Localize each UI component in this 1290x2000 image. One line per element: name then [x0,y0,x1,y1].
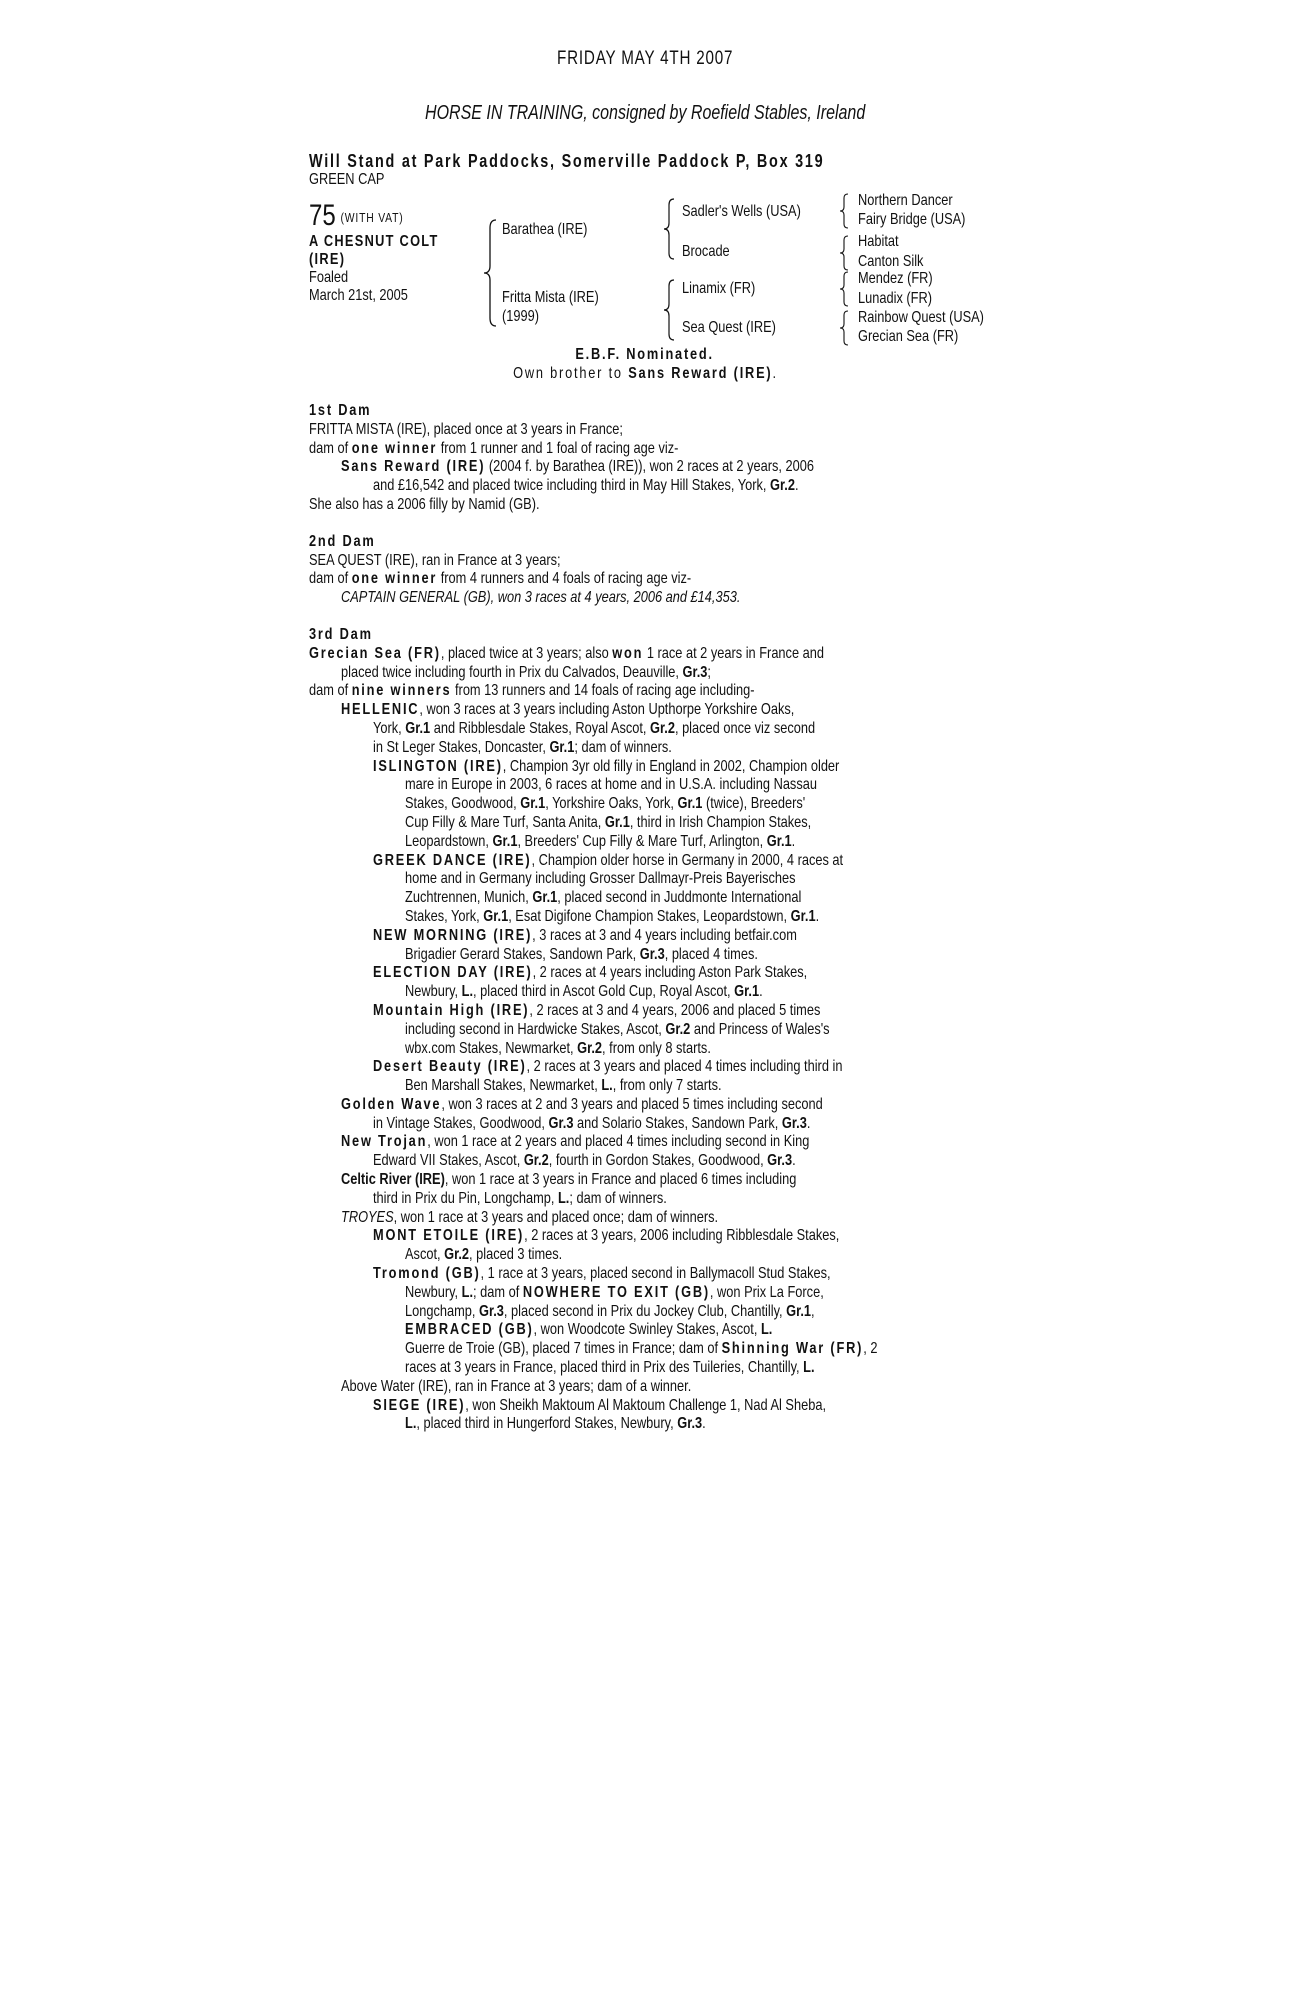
pedigree-ssd: Fairy Bridge (USA) [858,211,966,228]
text-line: Grecian Sea (FR), placed twice at 3 years; also won 1 race at 2 years in France and [309,644,824,662]
pedigree-brace-ss [838,192,850,230]
dam3-heading: 3rd Dam [309,625,373,643]
text-line: Guerre de Troie (GB), placed 7 times in France; dam of Shinning War (FR), 2 [405,1340,878,1358]
text-line: ISLINGTON (IRE), Champion 3yr old filly in England in 2002, Champion older [373,757,840,775]
text-line: GREEK DANCE (IRE), Champion older horse in Germany in 2000, 4 races at [373,851,844,869]
ebf-nominated: E.B.F. Nominated. [575,346,715,363]
text-line: Newbury, L.; dam of NOWHERE TO EXIT (GB), won Prix La Force, [405,1283,824,1301]
text-line: third in Prix du Pin, Longchamp, L.; dam of winners. [373,1189,667,1207]
dam1-heading: 1st Dam [309,402,372,419]
text-line: Ben Marshall Stakes, Newmarket, L., from only 7 starts. [405,1077,722,1095]
dam2-heading: 2nd Dam [309,532,376,550]
text-line: Tromond (GB), 1 race at 3 years, placed second in Ballymacoll Stud Stakes, [373,1265,831,1283]
text-line: Longchamp, Gr.3, placed second in Prix du Jockey Club, Chantilly, Gr.1, [405,1302,815,1320]
pedigree-brace-dam [662,278,676,342]
text-line: CAPTAIN GENERAL (GB), won 3 races at 4 years, 2006 and £14,353. [341,589,741,607]
pedigree-dss: Mendez (FR) [858,270,933,287]
pedigree-sire-dam: Brocade [682,243,730,260]
pedigree-dam-sire: Linamix (FR) [682,280,756,297]
text-line: HELLENIC, won 3 races at 3 years including Aston Upthorpe Yorkshire Oaks, [341,701,795,719]
text-line: mare in Europe in 2003, 6 races at home and in U.S.A. including Nassau [405,776,817,794]
pedigree-sds: Habitat [858,233,899,250]
cap-colour: GREEN CAP [309,171,385,188]
pedigree-sire-sire: Sadler's Wells (USA) [682,203,801,220]
text-line: ELECTION DAY (IRE), 2 races at 4 years including Aston Park Stakes, [373,964,808,982]
pedigree-sire: Barathea (IRE) [502,221,588,238]
pedigree-sdd: Canton Silk [858,253,924,270]
text-line: NEW MORNING (IRE), 3 races at 3 and 4 years including betfair.com [373,926,797,944]
stand-location: Will Stand at Park Paddocks, Somerville Paddock P, Box 319 [309,151,825,171]
text-line: dam of one winner from 4 runners and 4 foals of racing age viz- [309,570,692,588]
text-line: in St Leger Stakes, Doncaster, Gr.1; dam of winners. [373,738,672,756]
text-line: Zuchtrennen, Munich, Gr.1, placed second in Juddmonte International [405,889,802,907]
pedigree-ddd: Grecian Sea (FR) [858,328,959,345]
pedigree-dam-dam: Sea Quest (IRE) [682,319,776,336]
own-brother-line: Own brother to Sans Reward (IRE). [512,365,778,382]
text-line: She also has a 2006 filly by Namid (GB). [309,495,540,513]
text-line: Golden Wave, won 3 races at 2 and 3 years and placed 5 times including second [341,1095,823,1113]
pedigree-dam: Fritta Mista (IRE) [502,289,599,306]
text-line: SEA QUEST (IRE), ran in France at 3 years; [309,551,561,569]
dam-details [309,402,1049,1434]
text-line: L., placed third in Hungerford Stakes, Newbury, Gr.3. [405,1415,706,1433]
pedigree-sss: Northern Dancer [858,192,953,209]
pedigree-brace-dd [838,309,850,347]
text-line: Stakes, York, Gr.1, Esat Digifone Champion Stakes, Leopardstown, Gr.1. [405,907,820,925]
text-line: including second in Hardwicke Stakes, Ascot, Gr.2 and Princess of Wales's [405,1020,830,1038]
pedigree-brace-main [482,218,498,328]
text-line: placed twice including fourth in Prix du Calvados, Deauville, Gr.3; [341,663,711,681]
pedigree-brace-sd [838,234,850,272]
lot-number: 75 (WITH VAT) [309,199,404,232]
pedigree-dds: Rainbow Quest (USA) [858,309,984,326]
text-line: Mountain High (IRE), 2 races at 3 and 4 years, 2006 and placed 5 times [373,1001,821,1019]
text-line: Stakes, Goodwood, Gr.1, Yorkshire Oaks, York, Gr.1 (twice), Breeders' [405,795,806,813]
text-line: dam of nine winners from 13 runners and 14 foals of racing age including- [309,682,755,700]
text-line: home and in Germany including Grosser Dallmayr-Preis Bayerisches [405,870,796,888]
text-line: Above Water (IRE), ran in France at 3 years; dam of a winner. [341,1377,692,1395]
text-line: MONT ETOILE (IRE), 2 races at 3 years, 2006 including Ribblesdale Stakes, [373,1227,840,1245]
text-line: Desert Beauty (IRE), 2 races at 3 years and placed 4 times including third in [373,1058,843,1076]
text-line: Ascot, Gr.2, placed 3 times. [405,1246,563,1264]
text-line: TROYES, won 1 race at 3 years and placed once; dam of winners. [341,1208,719,1226]
pedigree-brace-ds [838,270,850,308]
text-line: SIEGE (IRE), won Sheikh Maktoum Al Maktoum Challenge 1, Nad Al Sheba, [373,1396,826,1414]
text-line: Edward VII Stakes, Ascot, Gr.2, fourth in Gordon Stakes, Goodwood, Gr.3. [373,1152,796,1170]
pedigree-dam-year: (1999) [502,308,539,325]
horse-description: A CHESNUT COLT (IRE) Foaled March 21st, 2005 [309,233,439,304]
text-line: in Vintage Stakes, Goodwood, Gr.3 and Solario Stakes, Sandown Park, Gr.3. [373,1114,811,1132]
text-line: EMBRACED (GB), won Woodcote Swinley Stakes, Ascot, L. [405,1321,773,1339]
text-line: Leopardstown, Gr.1, Breeders' Cup Filly & Mare Turf, Arlington, Gr.1. [405,832,796,850]
consignment-line: HORSE IN TRAINING, consigned by Roefield Stables, Ireland [424,102,866,124]
text-line: Sans Reward (IRE) (2004 f. by Barathea (IRE)), won 2 races at 2 years, 2006 [341,458,814,476]
pedigree-dsd: Lunadix (FR) [858,290,932,307]
text-line: Newbury, L., placed third in Ascot Gold Cup, Royal Ascot, Gr.1. [405,983,763,1001]
text-line: dam of one winner from 1 runner and 1 foal of racing age viz- [309,439,679,457]
text-line: York, Gr.1 and Ribblesdale Stakes, Royal Ascot, Gr.2, placed once viz second [373,719,816,737]
text-line: and £16,542 and placed twice including third in May Hill Stakes, York, Gr.2. [373,477,799,495]
vat-note: (WITH VAT) [340,209,404,225]
text-line: wbx.com Stakes, Newmarket, Gr.2, from only 8 starts. [405,1039,711,1057]
sale-date: FRIDAY MAY 4TH 2007 [556,48,734,69]
text-line: Cup Filly & Mare Turf, Santa Anita, Gr.1, third in Irish Champion Stakes, [405,813,812,831]
text-line: Brigadier Gerard Stakes, Sandown Park, Gr.3, placed 4 times. [405,945,758,963]
text-line: FRITTA MISTA (IRE), placed once at 3 years in France; [309,420,623,438]
pedigree-brace-sire [662,197,676,261]
text-line: races at 3 years in France, placed third in Prix des Tuileries, Chantilly, L. [405,1359,815,1377]
text-line: New Trojan, won 1 race at 2 years and placed 4 times including second in King [341,1133,810,1151]
text-line: Celtic River (IRE), won 1 race at 3 years in France and placed 6 times including [341,1171,797,1189]
